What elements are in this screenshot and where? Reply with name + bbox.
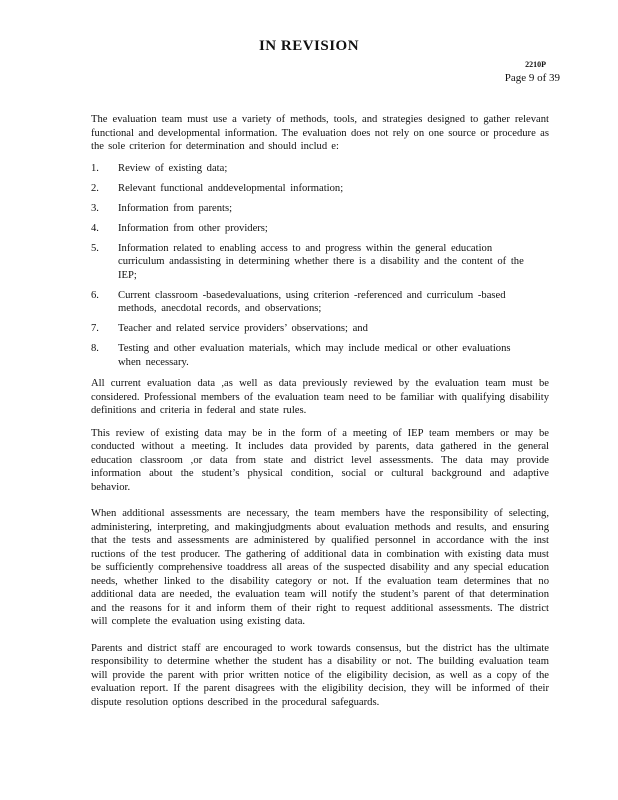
list-item-text: Information related to enabling access to and progress within the general education curriculum andassisting in determining whether there is a disability and the content of the IEP; — [118, 242, 524, 281]
list-item — [91, 182, 549, 196]
document-body — [91, 113, 549, 709]
list-item-text: Review of existing data; — [118, 162, 228, 174]
list-item-text: Testing and other evaluation materials, which may include medical or other evaluations when necessary. — [118, 343, 511, 368]
list-item-number: 4. — [91, 222, 99, 234]
list-item-number: 5. — [91, 242, 99, 254]
intro-paragraph: The evaluation team must use a variety of methods, tools, and strategies designed to gather relevant functional and developmental information. The evaluation does not rely on one source or procedure as the sole criterion for determination and should includ e: — [91, 114, 549, 152]
list-item — [91, 242, 549, 283]
list-item-number: 2. — [91, 182, 99, 194]
document-code: 2210P — [525, 60, 546, 69]
page-title: IN REVISION — [258, 38, 360, 54]
list-item-text: Current classroom -basedevaluations, using criterion -referenced and curriculum -based methods, anecdotal records, and observations; — [118, 289, 506, 314]
list-item — [91, 202, 549, 216]
body-paragraph: When additional assessments are necessary, the team members have the responsibility of selecting, administering, interpreting, and makingjudgments about evaluation methods and results, and ensuring that the tests and assessments are administered by qualified personnel in accordance with the inst ructions of the test producer. The gathering of additional data in combination with existing data must be sufficiently comprehensive toaddress all areas of the suspected disability and any special education needs, whether linked to the disability category or not. If the evaluation team determines that no additional data are needed, the evaluation team will notify the student’s parent of that determination and the reasons for it and inform them of their right to request additional assessments. The district will complete the evaluation using existing data. — [91, 508, 549, 627]
list-item-number: 7. — [91, 323, 99, 334]
list-item-text: Information from parents; — [118, 202, 233, 214]
list-item-number: 3. — [91, 202, 99, 214]
list-item — [91, 289, 549, 316]
list-item-number: 8. — [91, 343, 99, 354]
list-item-number: 6. — [91, 289, 99, 301]
body-paragraph: Parents and district staff are encouraged to work towards consensus, but the district has the ultimate responsibility to determine whether the student has a disability or not. The building evaluation team will provide the parent with prior written notice of the eligibility decision, as well as a copy of the evaluation report. If the parent disagrees with the eligibility decision, they will be informed of their dispute resolution options described in the procedural safeguards. — [91, 642, 549, 708]
list-item-text: Relevant functional anddevelopmental information; — [118, 182, 344, 194]
list-item — [91, 322, 549, 336]
list-item — [91, 222, 549, 236]
list-item-number: 1. — [91, 162, 99, 174]
list-item-text: Information from other providers; — [118, 222, 268, 234]
list-item — [91, 342, 549, 369]
page-number: Page 9 of 39 — [504, 72, 560, 84]
list-item-text: Teacher and related service providers’ observations; and — [118, 323, 368, 334]
list-item — [91, 162, 549, 176]
body-paragraph: All current evaluation data ,as well as data previously reviewed by the evaluation team must be considered. Professional members of the evaluation team need to be familiar with qualifying disability definitions and criteria in federal and state rules. — [91, 378, 549, 416]
body-paragraph: This review of existing data may be in the form of a meeting of IEP team members or may be conducted without a meeting. It includes data provided by parents, data gathered in the general education classroom ,or data from state and district level assessments. The data may provide information about the student’s physical condition, social or cultural background and adaptive behavior. — [91, 427, 549, 493]
evaluation-sources-list — [91, 162, 549, 370]
